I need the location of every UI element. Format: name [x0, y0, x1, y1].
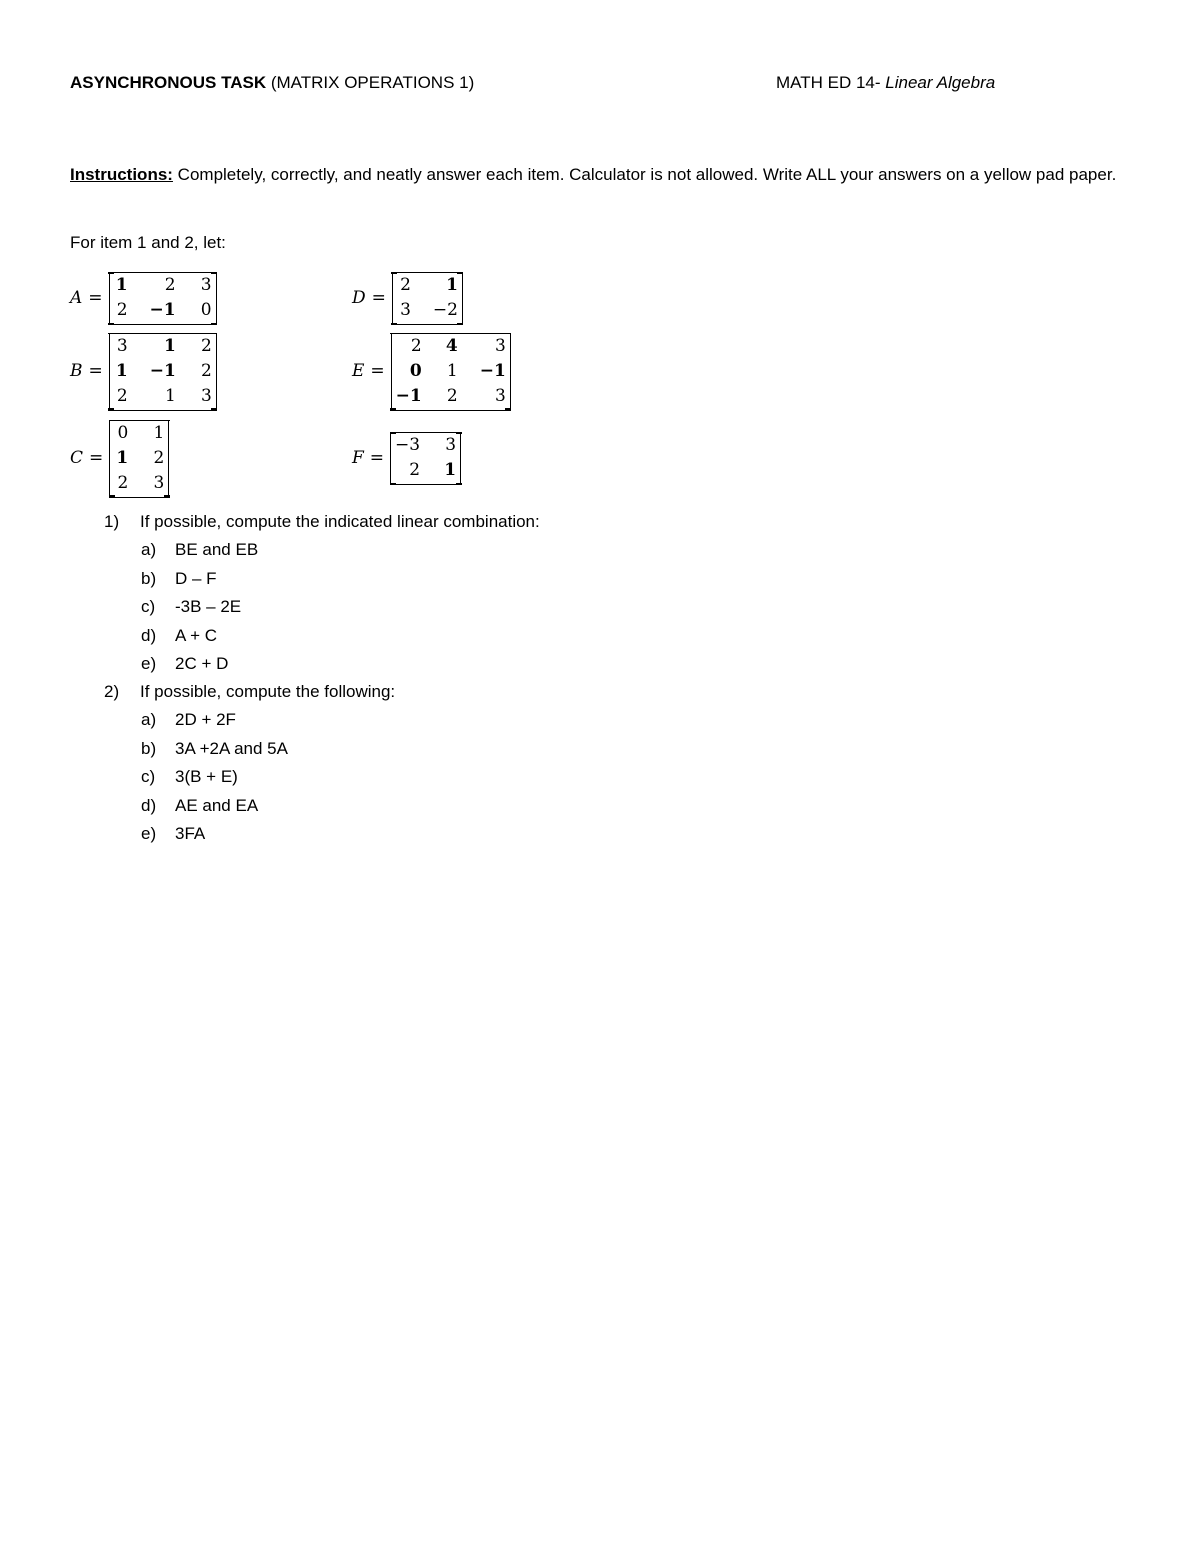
sub-question-label: a) — [141, 710, 157, 730]
equals-sign: = — [370, 361, 385, 381]
matrix-entry: 0 — [200, 300, 212, 320]
bracket-serif — [457, 272, 463, 274]
matrix-entry: −1 — [479, 360, 506, 381]
bracket-serif — [457, 323, 463, 325]
matrix-bracket — [392, 272, 463, 324]
matrix-entry: 3 — [116, 335, 128, 356]
sub-question-text: AE and EA — [175, 795, 259, 815]
matrix-entry: 1 — [446, 360, 458, 381]
bracket-serif — [391, 323, 397, 325]
sub-question-text: 3A +2A and 5A — [175, 738, 288, 758]
matrix-entry: 3 — [445, 435, 457, 455]
matrix-entry: 0 — [117, 422, 129, 443]
bracket-serif — [390, 483, 396, 485]
matrix-a — [70, 272, 217, 324]
matrix-bracket — [390, 432, 461, 484]
sub-question-text: BE and EB — [175, 540, 259, 560]
matrix-name: F — [352, 448, 364, 468]
bracket-serif — [109, 420, 115, 422]
matrix-entry: 2 — [409, 460, 421, 480]
matrix-entry: 3 — [153, 472, 165, 493]
equals-sign: = — [371, 288, 386, 308]
bracket-serif — [108, 408, 114, 410]
equals-sign: = — [88, 288, 103, 308]
matrix-entry: 1 — [163, 335, 176, 356]
task-title-rest: (MATRIX OPERATIONS 1) — [266, 73, 475, 92]
sub-question-label: d) — [141, 795, 157, 815]
bracket-serif — [456, 432, 462, 434]
bracket-serif — [108, 272, 114, 274]
matrix-entry: 1 — [446, 275, 458, 295]
sub-question — [141, 654, 228, 674]
instructions — [70, 160, 1130, 189]
sub-question-text: 2C + D — [175, 654, 229, 673]
matrix-entry: 1 — [165, 385, 176, 406]
matrix-bracket — [109, 333, 217, 410]
matrix-entry: 0 — [409, 360, 422, 381]
question-text: If possible, compute the indicated linear combination: — [140, 512, 540, 531]
matrix-entry: 3 — [400, 300, 411, 320]
sub-question-text: 3FA — [175, 824, 206, 843]
question-number: 2) — [104, 682, 120, 701]
matrix-entry: 4 — [445, 335, 458, 356]
matrix-entry: 2 — [201, 360, 212, 381]
matrix-b — [70, 333, 217, 410]
matrix-entry: 1 — [153, 422, 165, 443]
matrix-d — [352, 272, 463, 324]
sub-question-label: e) — [141, 824, 157, 843]
course-title — [776, 73, 995, 93]
sub-question — [141, 796, 258, 816]
sub-question — [141, 626, 217, 646]
equals-sign: = — [369, 448, 385, 468]
intro-text: For item 1 and 2, let: — [70, 233, 226, 252]
bracket-serif — [108, 333, 114, 335]
sub-question-label: d) — [141, 625, 157, 645]
bracket-serif — [108, 323, 114, 325]
bracket-serif — [390, 408, 396, 410]
sub-question — [141, 597, 241, 617]
task-title — [70, 73, 474, 93]
matrix-bracket — [391, 333, 511, 410]
matrix-entry: −3 — [395, 435, 421, 455]
matrix-entry: 2 — [410, 335, 422, 356]
sub-question-label: a) — [141, 540, 157, 560]
bracket-serif — [391, 272, 397, 274]
matrix-bracket — [109, 272, 217, 324]
matrix-entry: 3 — [495, 335, 506, 356]
course-code: MATH ED 14- — [776, 73, 886, 92]
course-subject: Linear Algebra — [885, 73, 996, 92]
sub-question — [141, 569, 217, 589]
instructions-text: Completely, correctly, and neatly answer each item. Calculator is not allowed. Write ALL your answers on a yellow pad paper. — [172, 165, 1117, 184]
matrix-name: C — [70, 448, 84, 468]
matrix-name: D — [352, 288, 366, 308]
bracket-serif — [390, 432, 396, 434]
matrix-name: B — [70, 361, 83, 381]
sub-question-text: 2D + 2F — [175, 710, 236, 730]
sub-question-label: c) — [141, 767, 156, 787]
bracket-serif — [505, 333, 511, 335]
matrix-name: E — [352, 361, 365, 381]
matrix-entry: −1 — [395, 385, 422, 406]
matrix-entry: 2 — [201, 335, 212, 356]
bracket-serif — [390, 333, 396, 335]
bracket-serif — [211, 272, 217, 274]
matrix-entry: −1 — [149, 300, 176, 320]
sub-question-text: 3(B + E) — [175, 767, 238, 787]
matrix-entry: 1 — [116, 447, 129, 468]
sub-question-label: b) — [141, 738, 157, 758]
matrix-c — [70, 420, 169, 497]
matrix-entry: 3 — [201, 385, 212, 406]
question-number: 1) — [104, 512, 120, 531]
matrix-bracket — [109, 420, 169, 497]
sub-question-text: D – F — [175, 568, 217, 588]
sub-question-label: c) — [141, 597, 156, 617]
sub-question-label: e) — [141, 654, 157, 673]
matrix-name: A — [70, 288, 83, 308]
bracket-serif — [164, 495, 170, 497]
matrix-entry: −2 — [432, 300, 458, 320]
bracket-serif — [211, 408, 217, 410]
matrix-f — [352, 432, 461, 484]
bracket-serif — [211, 333, 217, 335]
equals-sign: = — [89, 448, 104, 468]
bracket-serif — [456, 483, 462, 485]
matrix-entry: 1 — [115, 275, 128, 295]
question-item — [104, 682, 395, 702]
sub-question-text: A + C — [175, 625, 218, 645]
question-text: If possible, compute the following: — [140, 682, 396, 701]
matrix-entry: −1 — [149, 360, 176, 381]
matrix-entry: 3 — [495, 385, 506, 406]
bracket-serif — [109, 495, 115, 497]
bracket-serif — [505, 408, 511, 410]
equals-sign: = — [88, 361, 103, 381]
sub-question — [141, 739, 288, 759]
question-item — [104, 512, 540, 532]
sub-question — [141, 540, 258, 560]
matrix-entry: 2 — [116, 385, 128, 406]
sub-question-text: -3B – 2E — [175, 597, 242, 617]
instructions-label: Instructions: — [70, 165, 173, 184]
sub-question — [141, 824, 205, 844]
matrix-e — [352, 333, 511, 410]
bracket-serif — [164, 420, 170, 422]
matrix-entry: 2 — [400, 275, 411, 295]
matrix-entry: 2 — [117, 472, 129, 493]
matrix-entry: 1 — [115, 360, 128, 381]
matrix-entry: 2 — [446, 385, 458, 406]
sub-question-label: b) — [141, 568, 157, 588]
sub-question — [141, 710, 236, 730]
matrix-entry: 1 — [444, 460, 457, 480]
sub-question — [141, 767, 238, 787]
matrix-entry: 2 — [116, 300, 128, 320]
matrix-entry: 2 — [164, 275, 176, 295]
task-title-bold: ASYNCHRONOUS TASK — [70, 73, 267, 92]
bracket-serif — [211, 323, 217, 325]
matrix-entry: 2 — [153, 447, 165, 468]
matrix-entry: 3 — [200, 275, 212, 295]
